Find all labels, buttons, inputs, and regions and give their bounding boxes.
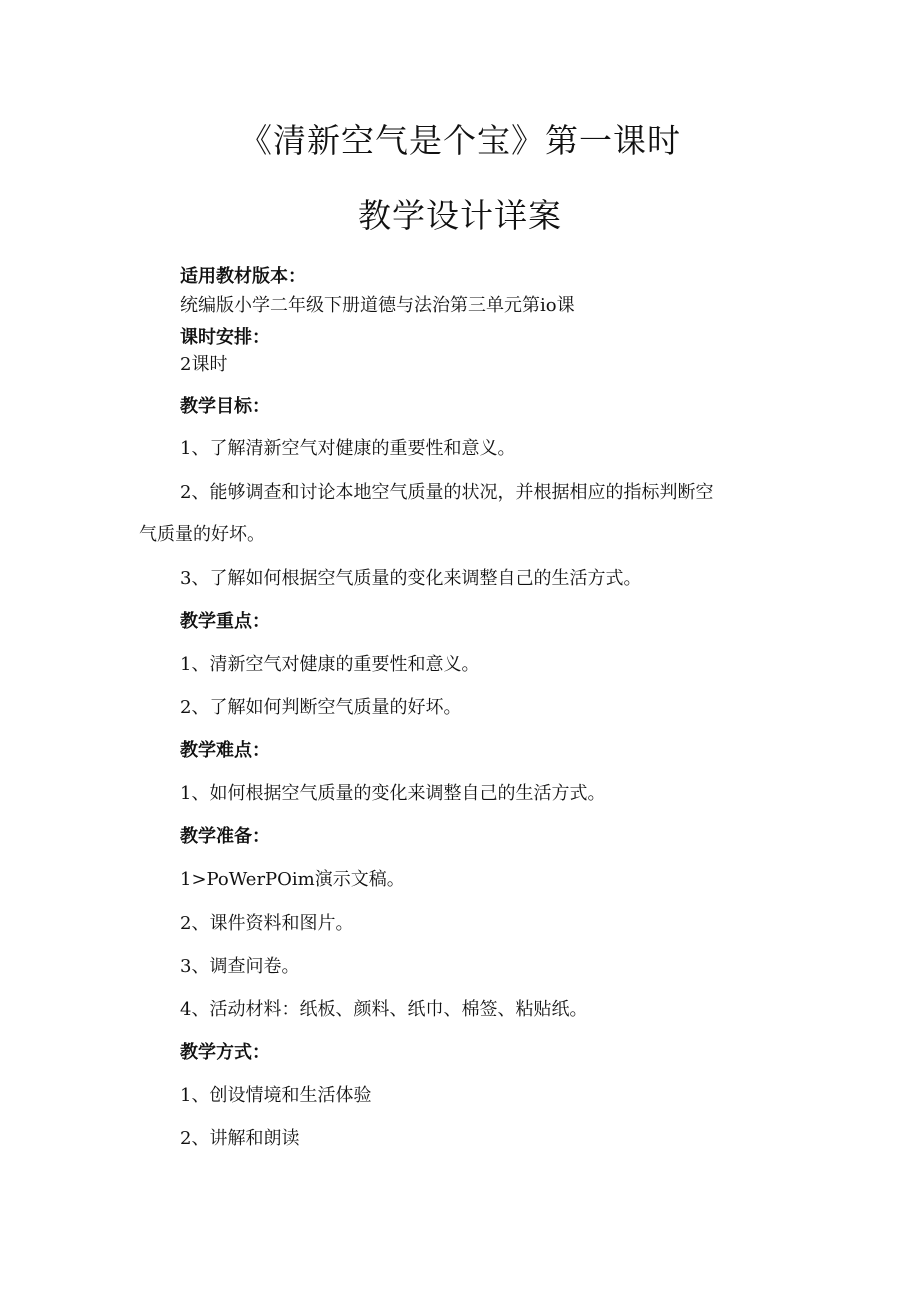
objective-item-continued: 气质量的好坏。 <box>139 524 265 545</box>
difficulty-item: 1、如何根据空气质量的变化来调整自己的生活方式。 <box>180 783 606 804</box>
method-item: 2、讲解和朗读 <box>180 1128 300 1149</box>
schedule-content: 2课时 <box>180 354 228 375</box>
objective-item: 2、能够调查和讨论本地空气质量的状况，并根据相应的指标判断空 <box>180 482 714 503</box>
schedule-heading: 课时安排： <box>180 327 270 348</box>
difficulties-heading: 教学难点： <box>180 740 270 761</box>
document-subtitle: 教学设计详案 <box>358 196 562 235</box>
method-item: 1、创设情境和生活体验 <box>180 1085 372 1106</box>
methods-heading: 教学方式： <box>180 1042 270 1063</box>
preparation-item: 3、调查问卷。 <box>180 956 300 977</box>
textbook-heading: 适用教材版本： <box>180 266 306 287</box>
preparation-heading: 教学准备： <box>180 826 270 847</box>
objective-item: 3、了解如何根据空气质量的变化来调整自己的生活方式。 <box>180 568 642 589</box>
document-title: 《清新空气是个宝》第一课时 <box>239 121 681 160</box>
textbook-content: 统编版小学二年级下册道德与法治第三单元第io课 <box>180 295 575 316</box>
preparation-item: 1>PoWerPOim演示文稿。 <box>180 869 405 890</box>
key-point-item: 1、清新空气对健康的重要性和意义。 <box>180 654 480 675</box>
key-points-heading: 教学重点： <box>180 611 270 632</box>
objective-item: 1、了解清新空气对健康的重要性和意义。 <box>180 438 516 459</box>
objectives-heading: 教学目标： <box>180 396 270 417</box>
key-point-item: 2、了解如何判断空气质量的好坏。 <box>180 697 462 718</box>
preparation-item: 2、课件资料和图片。 <box>180 913 354 934</box>
preparation-item: 4、活动材料：纸板、颜料、纸巾、棉签、粘贴纸。 <box>180 999 588 1020</box>
